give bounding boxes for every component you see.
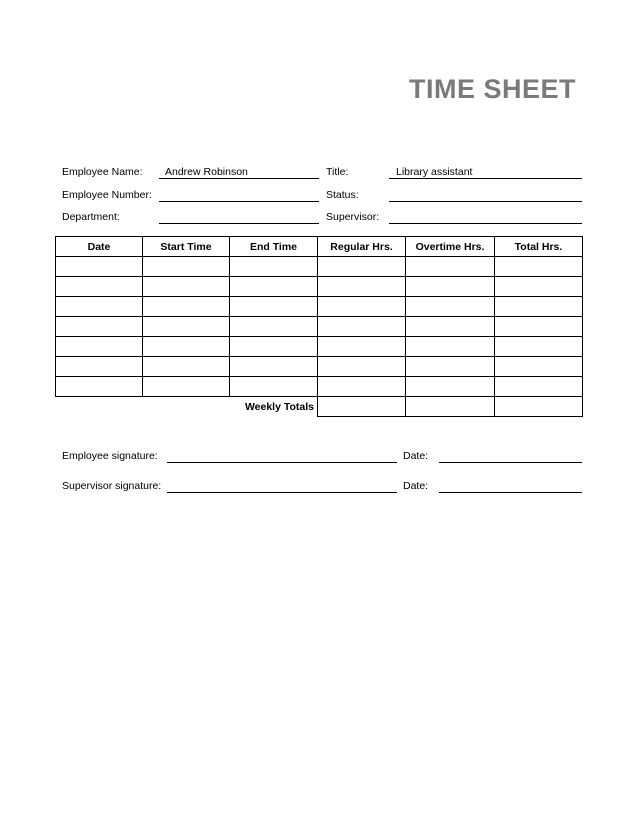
table-cell[interactable] — [318, 377, 406, 397]
table-cell[interactable] — [495, 277, 583, 297]
table-cell[interactable] — [230, 357, 318, 377]
blank-cell — [56, 397, 230, 417]
column-header-date: Date — [56, 237, 143, 257]
department-label: Department: — [62, 211, 120, 223]
table-cell[interactable] — [318, 337, 406, 357]
table-cell[interactable] — [406, 337, 495, 357]
table-row — [56, 297, 583, 317]
supervisor-signature-label: Supervisor signature: — [62, 480, 162, 492]
title-value: Library assistant — [396, 166, 473, 178]
column-header-regular-hrs: Regular Hrs. — [318, 237, 406, 257]
table-cell[interactable] — [56, 317, 143, 337]
table-cell[interactable] — [495, 297, 583, 317]
table-cell[interactable] — [143, 357, 230, 377]
weekly-total-overtime-cell[interactable] — [406, 397, 495, 417]
weekly-total-regular-cell[interactable] — [318, 397, 406, 417]
table-cell[interactable] — [56, 257, 143, 277]
table-cell[interactable] — [318, 357, 406, 377]
table-cell[interactable] — [230, 377, 318, 397]
title-field[interactable] — [389, 178, 582, 179]
table-row — [56, 277, 583, 297]
column-header-end-time: End Time — [230, 237, 318, 257]
table-cell[interactable] — [230, 257, 318, 277]
table-cell[interactable] — [406, 277, 495, 297]
table-cell[interactable] — [143, 297, 230, 317]
table-cell[interactable] — [230, 297, 318, 317]
employee-date-field[interactable] — [439, 462, 582, 463]
employee-name-field[interactable] — [159, 178, 319, 179]
table-cell[interactable] — [56, 357, 143, 377]
table-cell[interactable] — [406, 257, 495, 277]
weekly-totals-label: Weekly Totals — [230, 397, 318, 417]
employee-signature-field[interactable] — [167, 462, 397, 463]
table-cell[interactable] — [495, 257, 583, 277]
table-cell[interactable] — [495, 377, 583, 397]
table-cell[interactable] — [56, 337, 143, 357]
column-header-start-time: Start Time — [143, 237, 230, 257]
column-header-overtime-hrs: Overtime Hrs. — [406, 237, 495, 257]
table-cell[interactable] — [143, 257, 230, 277]
table-row — [56, 337, 583, 357]
table-cell[interactable] — [230, 317, 318, 337]
table-cell[interactable] — [143, 337, 230, 357]
time-table — [55, 236, 583, 417]
supervisor-date-field[interactable] — [439, 492, 582, 493]
table-cell[interactable] — [56, 297, 143, 317]
table-cell[interactable] — [495, 317, 583, 337]
table-cell[interactable] — [406, 377, 495, 397]
supervisor-field[interactable] — [389, 223, 582, 224]
table-cell[interactable] — [406, 357, 495, 377]
department-field[interactable] — [159, 223, 319, 224]
table-cell[interactable] — [143, 317, 230, 337]
employee-number-field[interactable] — [159, 201, 319, 202]
column-header-total-hrs: Total Hrs. — [495, 237, 583, 257]
page-title: TIME SHEET — [408, 74, 576, 104]
title-label: Title: — [326, 166, 349, 178]
table-row — [56, 357, 583, 377]
supervisor-signature-field[interactable] — [167, 492, 397, 493]
table-cell[interactable] — [406, 297, 495, 317]
table-cell[interactable] — [56, 377, 143, 397]
table-row — [56, 257, 583, 277]
employee-signature-label: Employee signature: — [62, 450, 158, 462]
supervisor-date-label: Date: — [403, 480, 429, 492]
weekly-total-total-cell[interactable] — [495, 397, 583, 417]
table-header-row — [56, 237, 583, 257]
table-cell[interactable] — [143, 377, 230, 397]
table-cell[interactable] — [56, 277, 143, 297]
status-label: Status: — [326, 189, 359, 201]
status-field[interactable] — [389, 201, 582, 202]
table-row — [56, 377, 583, 397]
table-cell[interactable] — [495, 357, 583, 377]
table-cell[interactable] — [143, 277, 230, 297]
table-cell[interactable] — [230, 277, 318, 297]
employee-name-value: Andrew Robinson — [165, 166, 248, 178]
employee-number-label: Employee Number: — [62, 189, 152, 201]
weekly-totals-row — [56, 397, 583, 417]
table-cell[interactable] — [318, 297, 406, 317]
employee-date-label: Date: — [403, 450, 429, 462]
table-cell[interactable] — [230, 337, 318, 357]
table-row — [56, 317, 583, 337]
employee-name-label: Employee Name: — [62, 166, 143, 178]
table-cell[interactable] — [318, 317, 406, 337]
table-cell[interactable] — [406, 317, 495, 337]
table-cell[interactable] — [318, 277, 406, 297]
supervisor-label: Supervisor: — [326, 211, 380, 223]
table-cell[interactable] — [318, 257, 406, 277]
table-cell[interactable] — [495, 337, 583, 357]
